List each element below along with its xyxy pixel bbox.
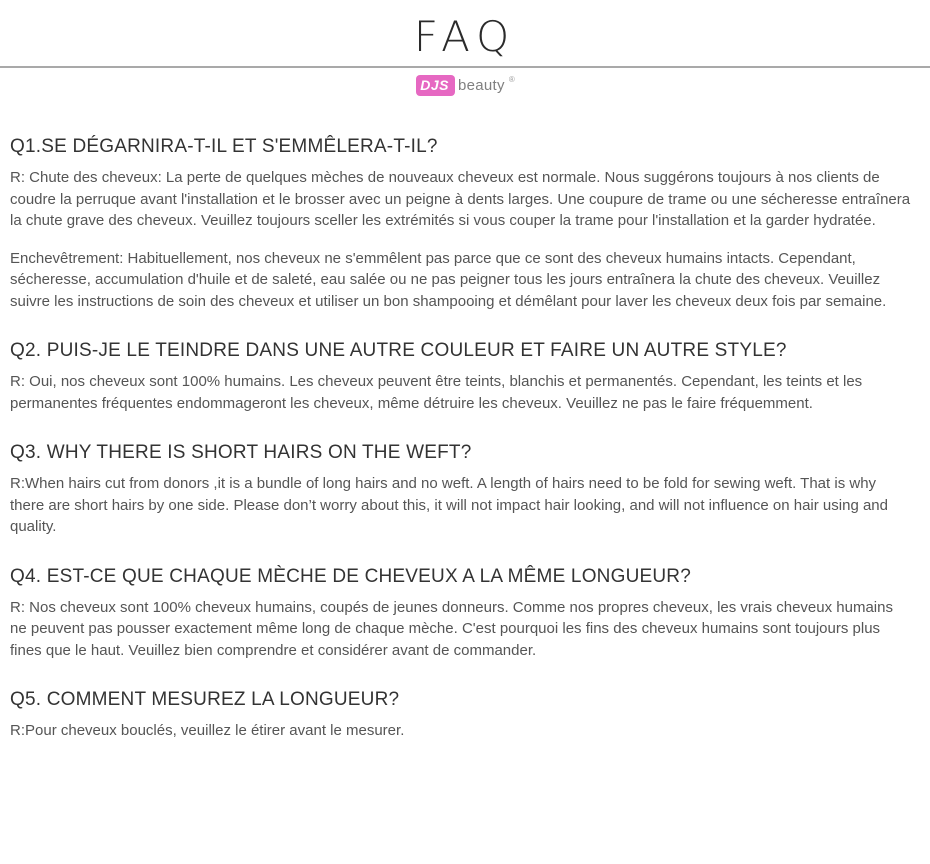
brand-logo — [416, 73, 513, 97]
faq-item — [10, 565, 912, 662]
brand-badge: DJS — [416, 75, 455, 96]
faq-list — [0, 97, 930, 782]
brand-name: beauty — [457, 76, 505, 94]
page-title: FAQ — [413, 12, 517, 61]
header-divider — [0, 66, 930, 68]
registered-trademark-icon: ® — [508, 74, 515, 84]
faq-item — [10, 135, 912, 312]
faq-item — [10, 441, 912, 538]
faq-question: Q1.SE DÉGARNIRA-T-IL ET S'EMMÊLERA-T-IL? — [10, 136, 438, 157]
faq-question: Q3. WHY THERE IS SHORT HAIRS ON THE WEFT? — [10, 442, 472, 463]
faq-item — [10, 688, 912, 742]
faq-answer: Enchevêtrement: Habituellement, nos cheveux ne s'emmêlent pas parce que ce sont des cheveux humains intacts. Cependant, sécheresse, accumulation d'huile et de saleté, eau salée ou ne pas peigner tous les jours entraînera la chute des cheveux. Veuillez suivre les instructions de soin des cheveux et utiliser un bon shampooing et démêlant pour laver les cheveux deux fois par semaine. — [10, 249, 887, 310]
faq-question: Q5. COMMENT MESUREZ LA LONGUEUR? — [10, 689, 400, 710]
faq-answer: R:When hairs cut from donors ,it is a bundle of long hairs and no weft. A length of hairs need to be fold for sewing weft. That is why there are short hairs by one side. Please don’t worry about this, it will not impact hair looking, and will not influence on hair using and quality. — [10, 475, 888, 535]
faq-question: Q2. PUIS-JE LE TEINDRE DANS UNE AUTRE COULEUR ET FAIRE UN AUTRE STYLE? — [10, 340, 787, 361]
faq-answer: R: Nos cheveux sont 100% cheveux humains, coupés de jeunes donneurs. Comme nos propres cheveux, les vrais cheveux humains ne peuvent pas pousser exactement même long de chaque mèche. C'est pourquoi les fins des cheveux humains sont toujours plus fines que le haut. Veuillez bien comprendre et considérer avant de commander. — [10, 598, 893, 659]
faq-answer: R: Oui, nos cheveux sont 100% humains. Les cheveux peuvent être teints, blanchis et permanentés. Cependant, les teints et les permanentes fréquentes endommageront les cheveux, même détruire les cheveux. Veuillez ne pas le faire fréquemment. — [10, 373, 863, 412]
faq-question: Q4. EST-CE QUE CHAQUE MÈCHE DE CHEVEUX A LA MÊME LONGUEUR? — [10, 565, 691, 587]
faq-answer: R: Chute des cheveux: La perte de quelques mèches de nouveaux cheveux est normale. Nous suggérons toujours à nos clients de coudre la perruque avant l'installation et le brosser avec un peigne à dents larges. Une coupure de trame ou une sécheresse entraînera la chute grave des cheveux. Veuillez toujours sceller les extrémités si vous couper la trame pour l'installation et la garder hydratée. — [10, 169, 911, 229]
faq-item — [10, 339, 912, 414]
faq-answer: R:Pour cheveux bouclés, veuillez le étirer avant le mesurer. — [10, 722, 405, 739]
page-header — [0, 0, 930, 97]
